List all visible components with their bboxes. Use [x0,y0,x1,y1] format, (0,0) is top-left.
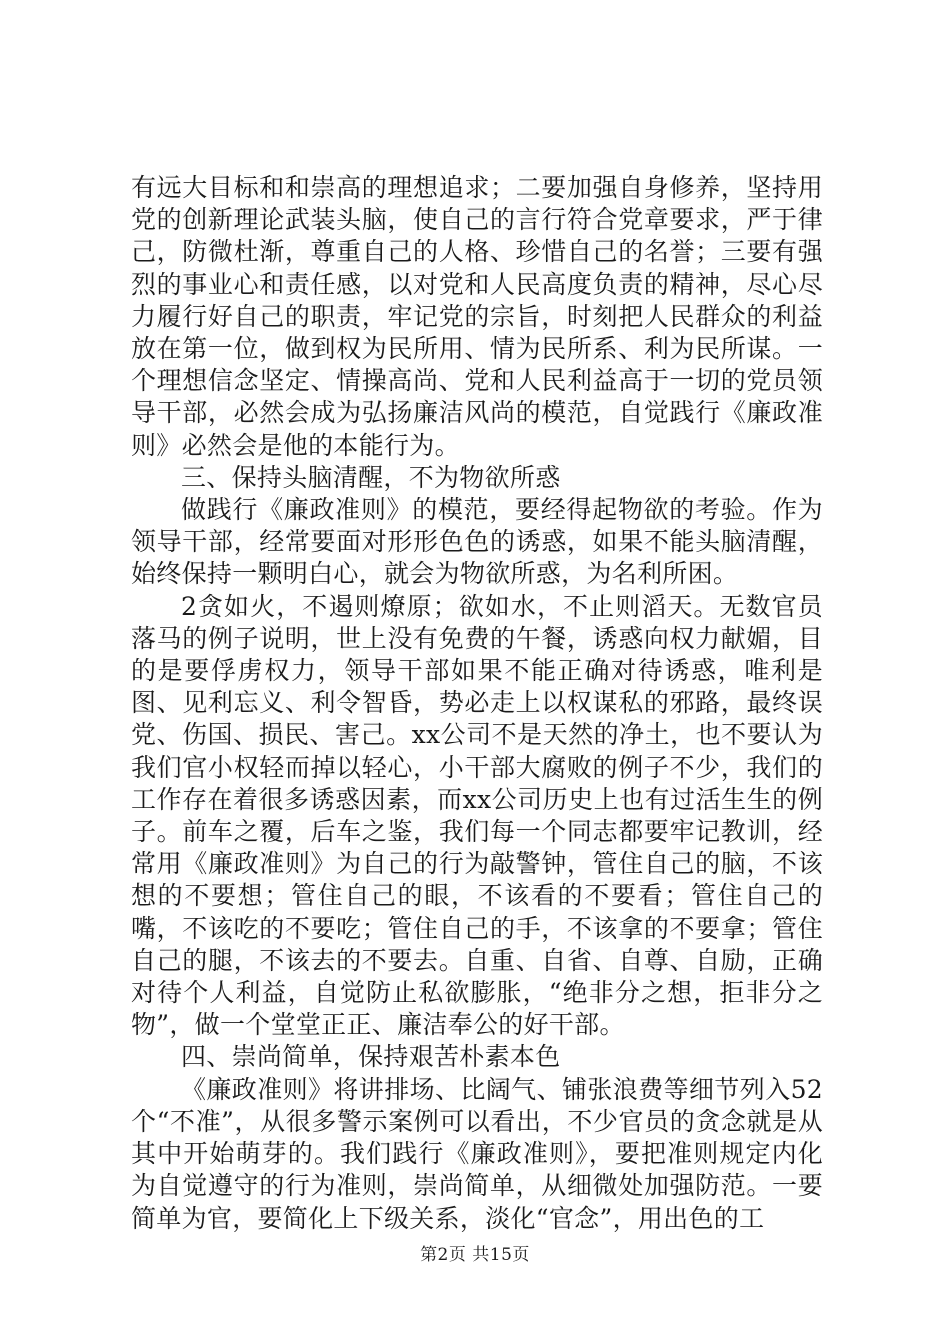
paragraph-3: 2贪如火，不遏则燎原；欲如水，不止则滔天。无数官员落马的例子说明，世上没有免费的午餐，诱惑向权力献媚，目的是要俘虏权力，领导干部如果不能正确对待诱惑，唯利是图、见利忘义、利令智昏，势必走上以权谋私的邪路，最终误党、伤国、损民、害己。xx公司不是天然的净土，也不要认为我们官小权轻而掉以轻心，小干部大腐败的例子不少，我们的工作存在着很多诱惑因素，而xx公司历史上也有过活生生的例子。前车之覆，后车之鉴，我们每一个同志都要牢记教训，经常用《廉政准则》为自己的行为敲警钟，管住自己的脑，不该想的不要想；管住自己的眼，不该看的不要看；管住自己的嘴，不该吃的不要吃；管住自己的手，不该拿的不要拿；管住自己的腿，不该去的不要去。自重、自省、自尊、自励，正确对待个人利益，自觉防止私欲膨胀，“绝非分之想，拒非分之物”，做一个堂堂正正、廉洁奉公的好干部。 [131,591,823,1040]
section-heading-3: 三、保持头脑清醒，不为物欲所惑 [181,462,561,492]
paragraph-4: 《廉政准则》将讲排场、比阔气、铺张浪费等细节列入52个“不准”，从很多警示案例可以看出，不少官员的贪念就是从其中开始萌芽的。我们践行《廉政准则》，要把准则规定内化为自觉遵守的行为准则，崇尚简单，从细微处加强防范。一要简单为官，要简化上下级关系，淡化“官念”，用出色的工 [131,1074,823,1233]
section-heading-4: 四、崇尚简单，保持艰苦朴素本色 [181,1042,561,1072]
page-footer: 第2页 共15页 [420,1245,530,1265]
paragraph-1: 有远大目标和和崇高的理想追求；二要加强自身修养，坚持用党的创新理论武装头脑，使自己的言行符合党章要求，严于律己，防微杜渐，尊重自己的人格、珍惜自己的名誉；三要有强烈的事业心和责任感，以对党和人民高度负责的精神，尽心尽力履行好自己的职责，牢记党的宗旨，时刻把人民群众的利益放在第一位，做到权为民所用、情为民所系、利为民所谋。一个理想信念坚定、情操高尚、党和人民利益高于一切的党员领导干部，必然会成为弘扬廉洁风尚的模范，自觉践行《廉政准则》必然会是他的本能行为。 [131,173,823,460]
document-body [131,172,823,1235]
paragraph-2: 做践行《廉政准则》的模范，要经得起物欲的考验。作为领导干部，经常要面对形形色色的诱惑，如果不能头脑清醒，始终保持一颗明白心，就会为物欲所惑，为名利所困。 [131,495,823,589]
